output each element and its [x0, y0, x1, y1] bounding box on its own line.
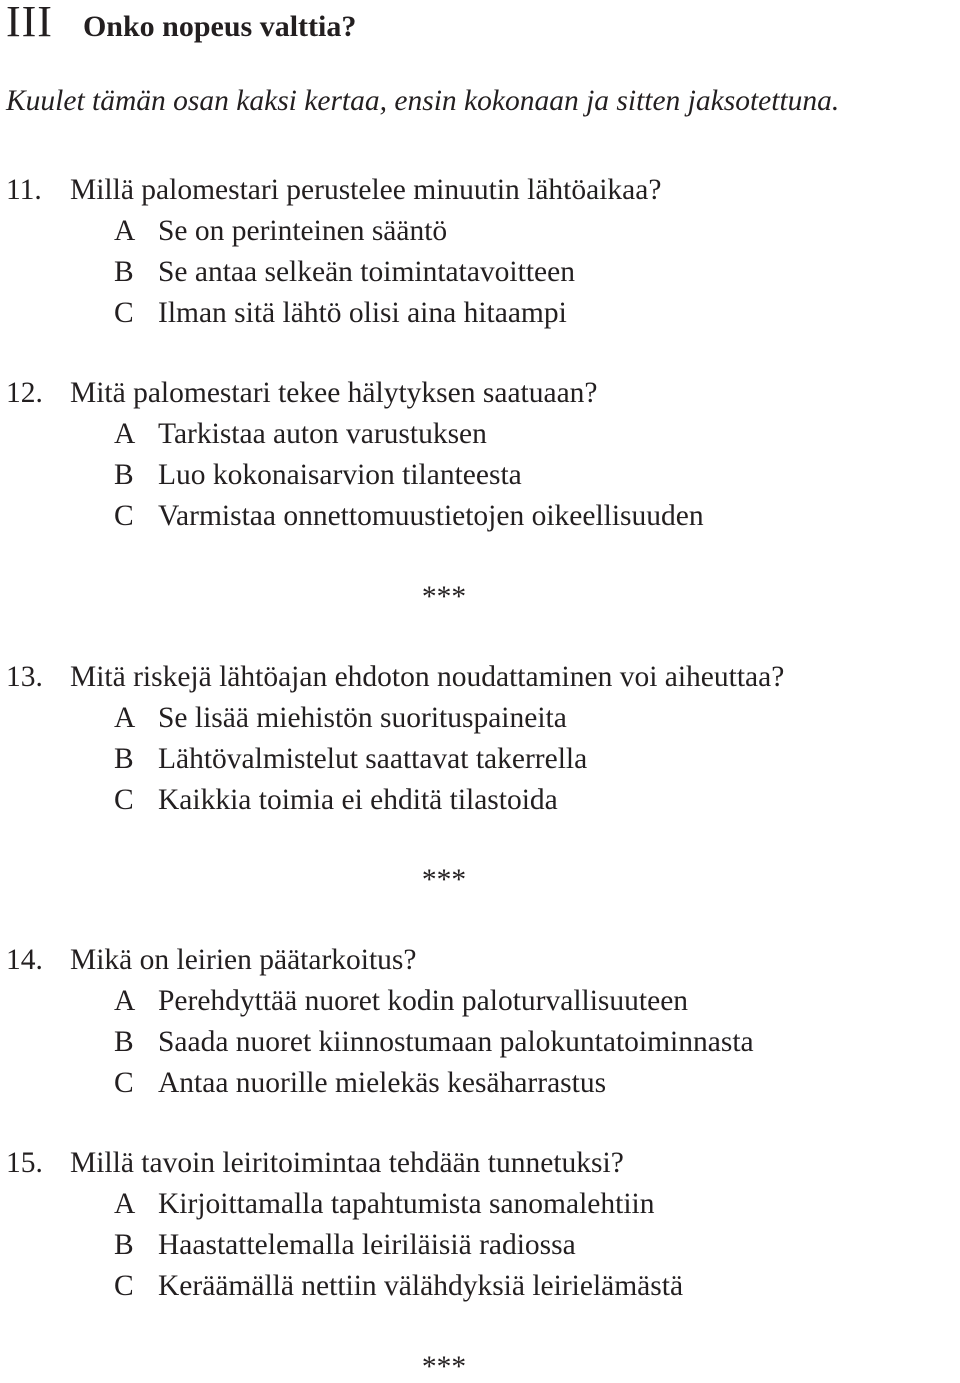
question-12 [6, 373, 704, 537]
question-stem [6, 1143, 683, 1184]
option-c [6, 293, 661, 334]
option-letter: C [114, 297, 134, 329]
section-separator: *** [421, 864, 467, 896]
option-text: Perehdyttää nuoret kodin paloturvallisuuteen [158, 985, 689, 1017]
option-letter: B [114, 256, 134, 288]
option-text: Saada nuoret kiinnostumaan palokuntatoiminnasta [158, 1026, 754, 1058]
option-text: Tarkistaa auton varustuksen [158, 418, 487, 450]
option-b [6, 1225, 683, 1266]
section-separator: *** [421, 1351, 467, 1383]
option-letter: C [114, 500, 134, 532]
question-text: Mitä riskejä lähtöajan ehdoton noudattaminen voi aiheuttaa? [70, 661, 785, 693]
question-text: Millä palomestari perustelee minuutin lähtöaikaa? [70, 174, 662, 206]
option-text: Varmistaa onnettomuustietojen oikeellisuuden [158, 500, 704, 532]
section-separator: *** [421, 581, 467, 613]
option-a [6, 698, 784, 739]
section-heading [6, 0, 356, 60]
section-title: Onko nopeus valttia? [82, 10, 357, 43]
option-letter: C [114, 784, 134, 816]
option-text: Se antaa selkeän toimintatavoitteen [158, 256, 575, 288]
listening-instruction: Kuulet tämän osan kaksi kertaa, ensin kokonaan ja sitten jaksotettuna. [6, 85, 840, 117]
question-13 [6, 657, 784, 821]
question-number: 12. [6, 377, 43, 409]
question-stem [6, 657, 784, 698]
question-number: 14. [6, 944, 43, 976]
option-letter: A [114, 702, 136, 734]
option-text: Lähtövalmistelut saattavat takerrella [158, 743, 588, 775]
question-15 [6, 1143, 683, 1307]
question-text: Mitä palomestari tekee hälytyksen saatuaan? [70, 377, 598, 409]
question-text: Millä tavoin leiritoimintaa tehdään tunnetuksi? [70, 1147, 624, 1179]
option-text: Ilman sitä lähtö olisi aina hitaampi [158, 297, 567, 329]
option-b [6, 739, 784, 780]
question-stem [6, 373, 704, 414]
option-letter: A [114, 985, 136, 1017]
option-text: Luo kokonaisarvion tilanteesta [158, 459, 522, 491]
question-number: 15. [6, 1147, 43, 1179]
option-a [6, 981, 754, 1022]
option-c [6, 780, 784, 821]
option-text: Se lisää miehistön suorituspaineita [158, 702, 567, 734]
question-stem [6, 940, 754, 981]
option-letter: A [114, 1188, 136, 1220]
option-letter: B [114, 459, 134, 491]
option-text: Haastattelemalla leiriläisiä radiossa [158, 1229, 576, 1261]
option-text: Kirjoittamalla tapahtumista sanomalehtiin [158, 1188, 655, 1220]
option-letter: A [114, 215, 136, 247]
option-letter: B [114, 1026, 134, 1058]
option-b [6, 455, 704, 496]
option-text: Antaa nuorille mielekäs kesäharrastus [158, 1067, 607, 1099]
option-letter: A [114, 418, 136, 450]
option-c [6, 1266, 683, 1307]
option-a [6, 414, 704, 455]
section-number: III [6, 0, 53, 46]
question-number: 11. [6, 174, 42, 206]
question-text: Mikä on leirien päätarkoitus? [70, 944, 417, 976]
option-letter: B [114, 743, 134, 775]
option-letter: C [114, 1067, 134, 1099]
option-c [6, 496, 704, 537]
option-c [6, 1063, 754, 1104]
question-stem [6, 170, 661, 211]
question-number: 13. [6, 661, 43, 693]
option-b [6, 1022, 754, 1063]
option-letter: B [114, 1229, 134, 1261]
option-text: Keräämällä nettiin välähdyksiä leirielämästä [158, 1270, 684, 1302]
option-a [6, 211, 661, 252]
option-text: Kaikkia toimia ei ehditä tilastoida [158, 784, 558, 816]
question-11 [6, 170, 661, 334]
question-14 [6, 940, 754, 1104]
option-b [6, 252, 661, 293]
option-a [6, 1184, 683, 1225]
option-letter: C [114, 1270, 134, 1302]
option-text: Se on perinteinen sääntö [158, 215, 448, 247]
